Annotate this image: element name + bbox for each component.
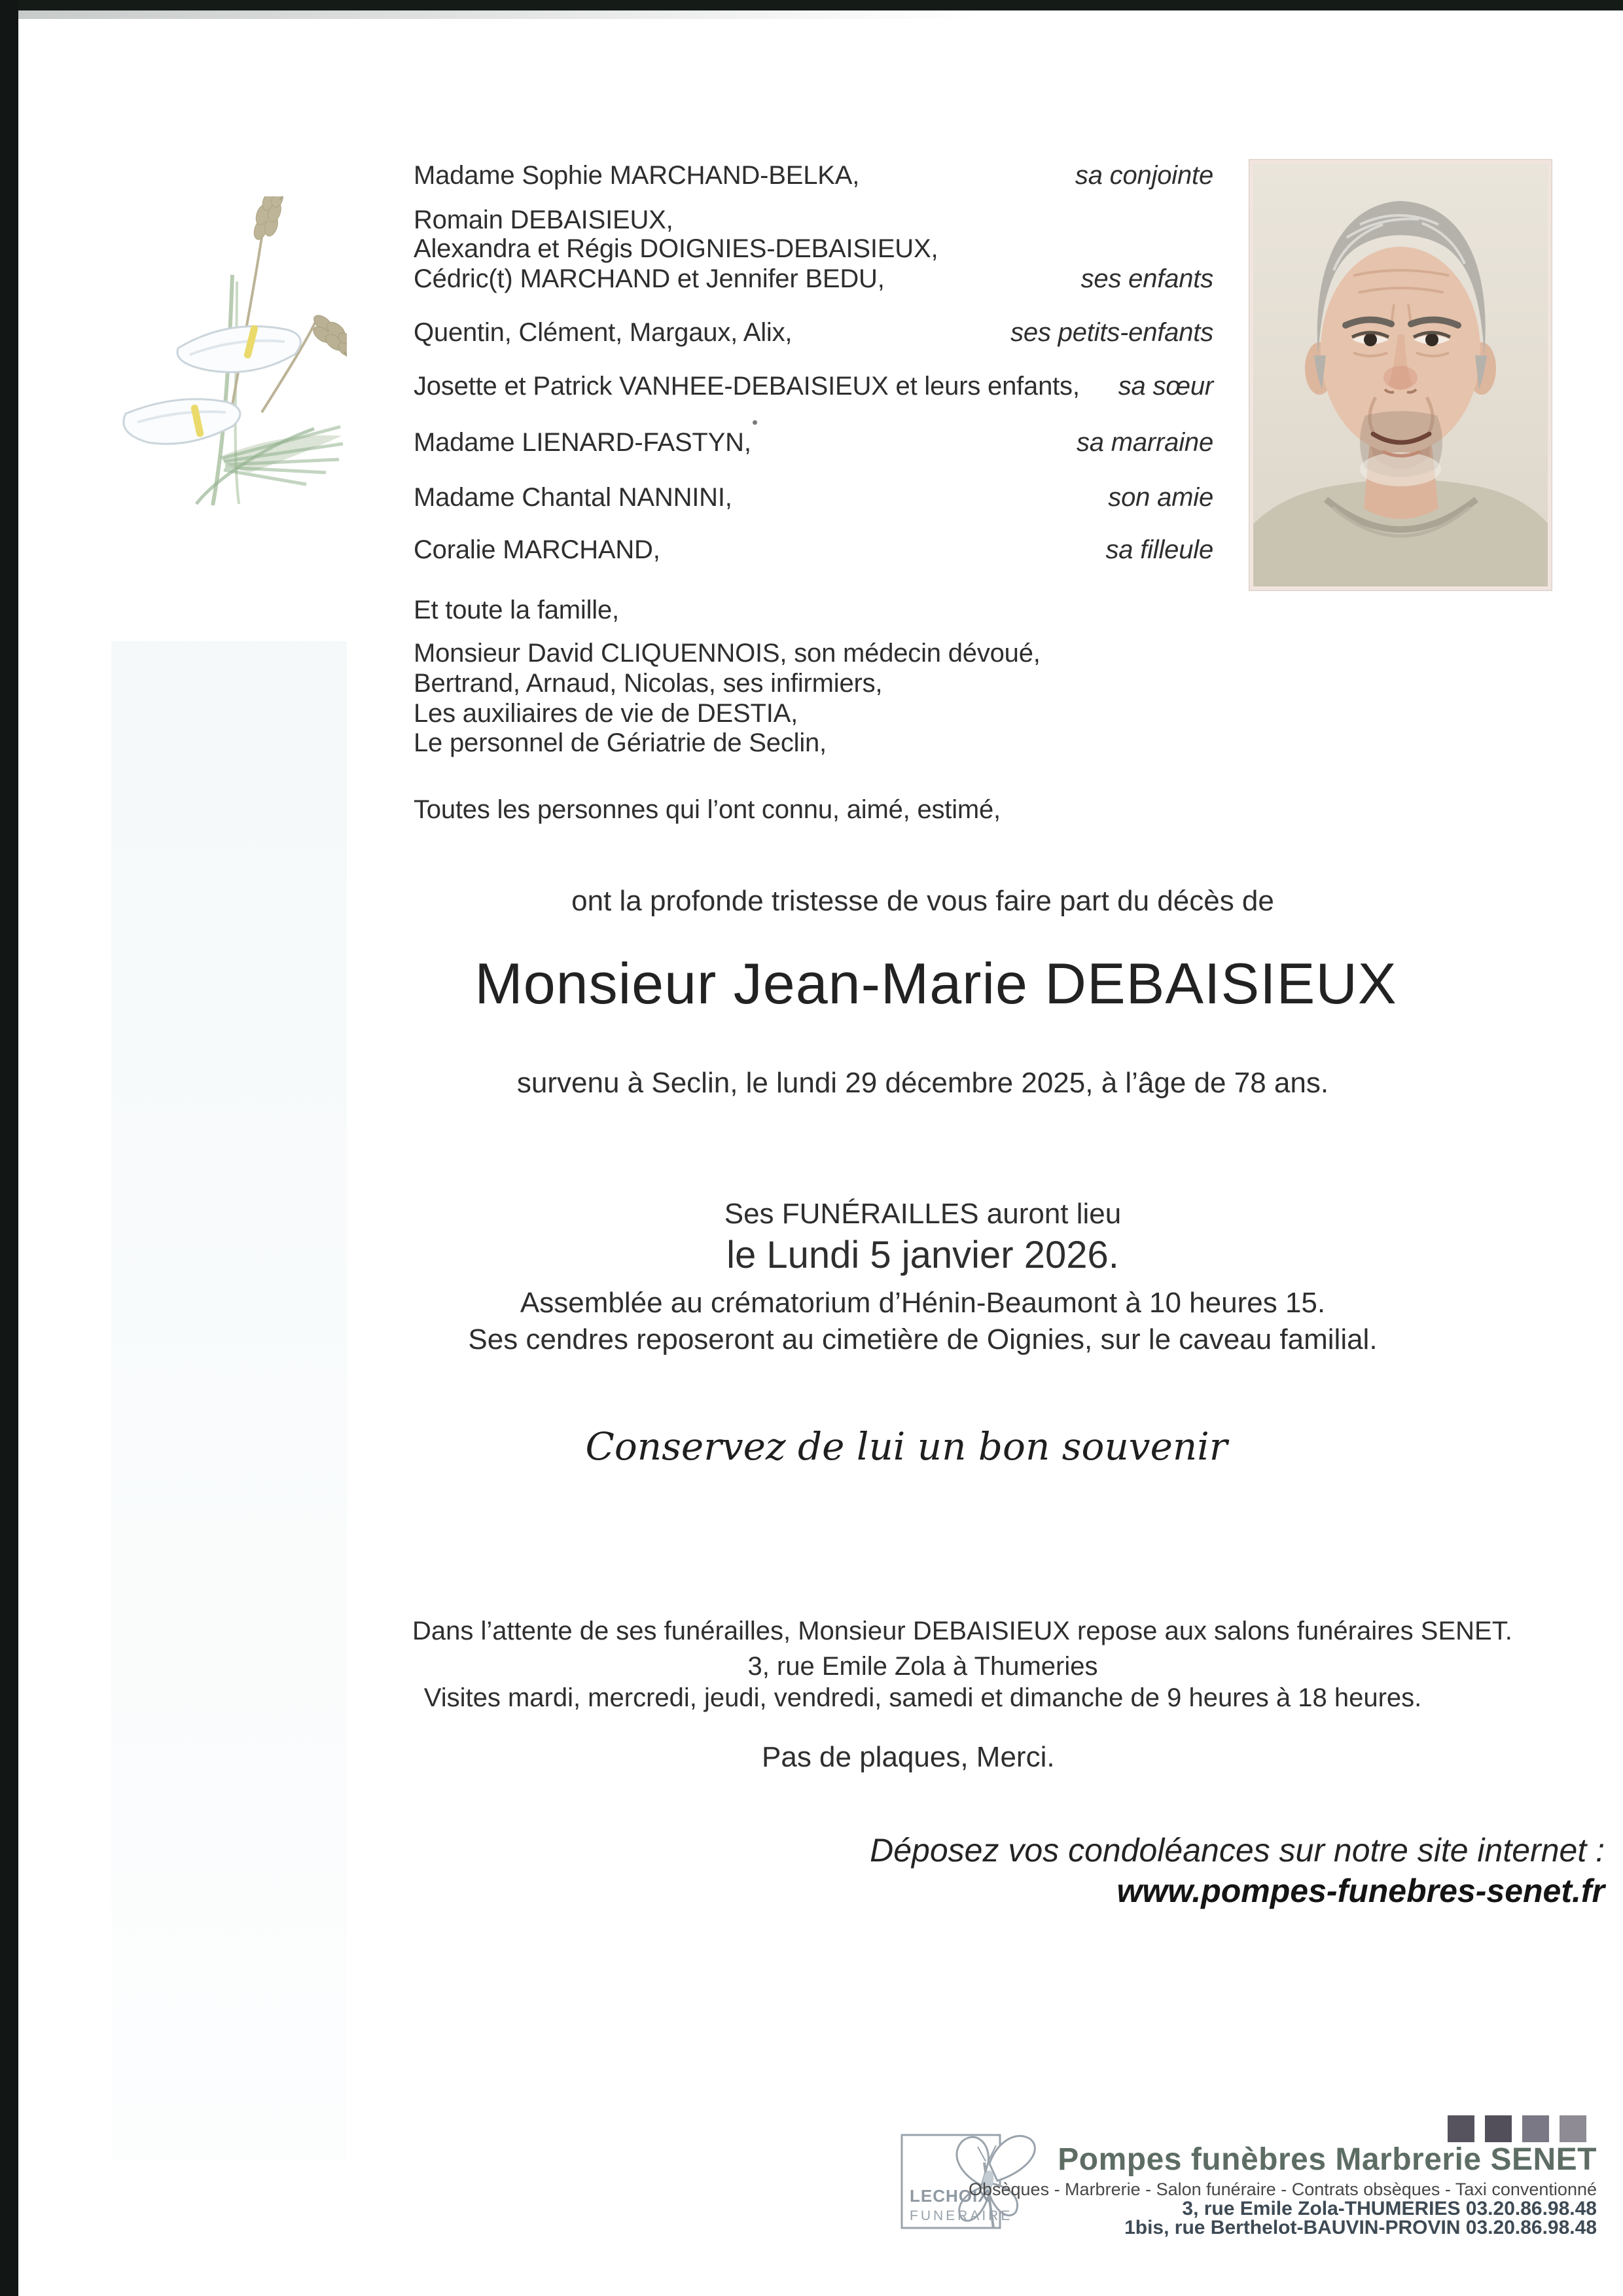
family-row [414,594,1213,626]
funeral-home-address-2: 1bis, rue Berthelot-BAUVIN-PROVIN 03.20.86.98.48 [1124,2217,1597,2238]
family-relation-label: ses petits-enfants [1010,318,1213,347]
funeral-home-address-1: 3, rue Emile Zola-THUMERIES 03.20.86.98.48 [1182,2198,1597,2219]
family-member-name: Le personnel de Gériatrie de Seclin, [414,728,827,757]
repose-address-line: 3, rue Emile Zola à Thumeries [747,1652,1098,1681]
page-left-tint [111,641,347,2160]
scan-speck [753,420,757,425]
scan-edge-top-fade [0,10,982,19]
logo-brand-subtext: FUNERAIRE [910,2208,1013,2223]
family-member-name: Monsieur David CLIQUENNOIS, son médecin dévoué, [414,639,1041,668]
footer-square-2 [1485,2115,1512,2142]
family-row [414,794,1213,825]
portrait-photo [1249,159,1552,591]
funeral-ashes-line: Ses cendres reposeront au cimetière de Oignies, sur le caveau familial. [468,1323,1378,1355]
family-row [414,534,1213,565]
family-member-name: Et toute la famille, [414,596,619,624]
family-row [414,263,1213,295]
family-member-name: Bertrand, Arnaud, Nicolas, ses infirmiers, [414,669,883,698]
logo-brand-text: LECHOIX [910,2186,990,2206]
family-relation-label: son amie [1108,483,1213,512]
family-row [414,727,1213,759]
family-row [414,233,1213,264]
funeral-assembly-line: Assemblée au crématorium d’Hénin-Beaumont à 10 heures 15. [520,1287,1326,1319]
scan-edge-left [0,0,18,2296]
family-member-name: Josette et Patrick VANHEE-DEBAISIEUX et leurs enfants, [414,372,1080,401]
funeral-date: le Lundi 5 janvier 2026. [726,1234,1119,1276]
family-relation-label: sa filleule [1105,535,1213,564]
family-relation-label: sa conjointe [1075,161,1213,190]
condolences-prompt: Déposez vos condoléances sur notre site internet : [870,1832,1605,1869]
family-row [414,698,1213,729]
condolences-website-link[interactable]: www.pompes-funebres-senet.fr [1116,1873,1605,1909]
remembrance-motto: Conservez de lui un bon souvenir [585,1424,1228,1469]
family-row [414,160,1213,191]
footer-square-3 [1522,2115,1549,2142]
family-relation-label: ses enfants [1080,264,1213,293]
family-row [414,317,1213,348]
family-member-name: Romain DEBAISIEUX, [414,206,673,234]
family-member-name: Quentin, Clément, Margaux, Alix, [414,318,793,347]
calla-lily-artwork [98,196,347,524]
family-row [414,637,1213,669]
footer-square-1 [1448,2115,1474,2142]
family-row [414,482,1213,513]
death-details: survenu à Seclin, le lundi 29 décembre 2025, à l’âge de 78 ans. [516,1067,1329,1099]
funeral-home-services: Obsèques - Marbrerie - Salon funéraire - Contrats obsèques - Taxi conventionné [968,2179,1597,2199]
family-row [414,427,1213,458]
family-member-name: Cédric(t) MARCHAND et Jennifer BEDU, [414,264,885,293]
family-member-name: Madame Sophie MARCHAND-BELKA, [414,161,860,190]
repose-location-line: Dans l’attente de ses funérailles, Monsieur DEBAISIEUX repose aux salons funéraires SENET. [412,1617,1512,1645]
family-member-name: Toutes les personnes qui l’ont connu, aimé, estimé, [414,795,1001,824]
deceased-name: Monsieur Jean-Marie DEBAISIEUX [474,951,1397,1016]
family-row [414,204,1213,236]
announcement-intro: ont la profonde tristesse de vous faire part du décès de [571,885,1274,917]
family-row [414,668,1213,699]
footer-square-4 [1560,2115,1586,2142]
funeral-home-name: Pompes funèbres Marbrerie SENET [1058,2142,1597,2177]
family-member-name: Alexandra et Régis DOIGNIES-DEBAISIEUX, [414,234,938,263]
family-member-name: Coralie MARCHAND, [414,535,660,564]
no-plaques-note: Pas de plaques, Merci. [762,1741,1055,1773]
funeral-announcement-line: Ses FUNÉRAILLES auront lieu [724,1198,1122,1230]
family-relation-label: sa sœur [1118,372,1213,401]
visiting-hours-line: Visites mardi, mercredi, jeudi, vendredi, samedi et dimanche de 9 heures à 18 heures. [423,1683,1422,1712]
family-member-name: Madame Chantal NANNINI, [414,483,732,512]
family-row [414,370,1213,402]
family-relation-label: sa marraine [1077,428,1213,457]
family-member-name: Les auxiliaires de vie de DESTIA, [414,699,798,728]
family-member-name: Madame LIENARD-FASTYN, [414,428,751,457]
scan-edge-top [0,0,1623,10]
